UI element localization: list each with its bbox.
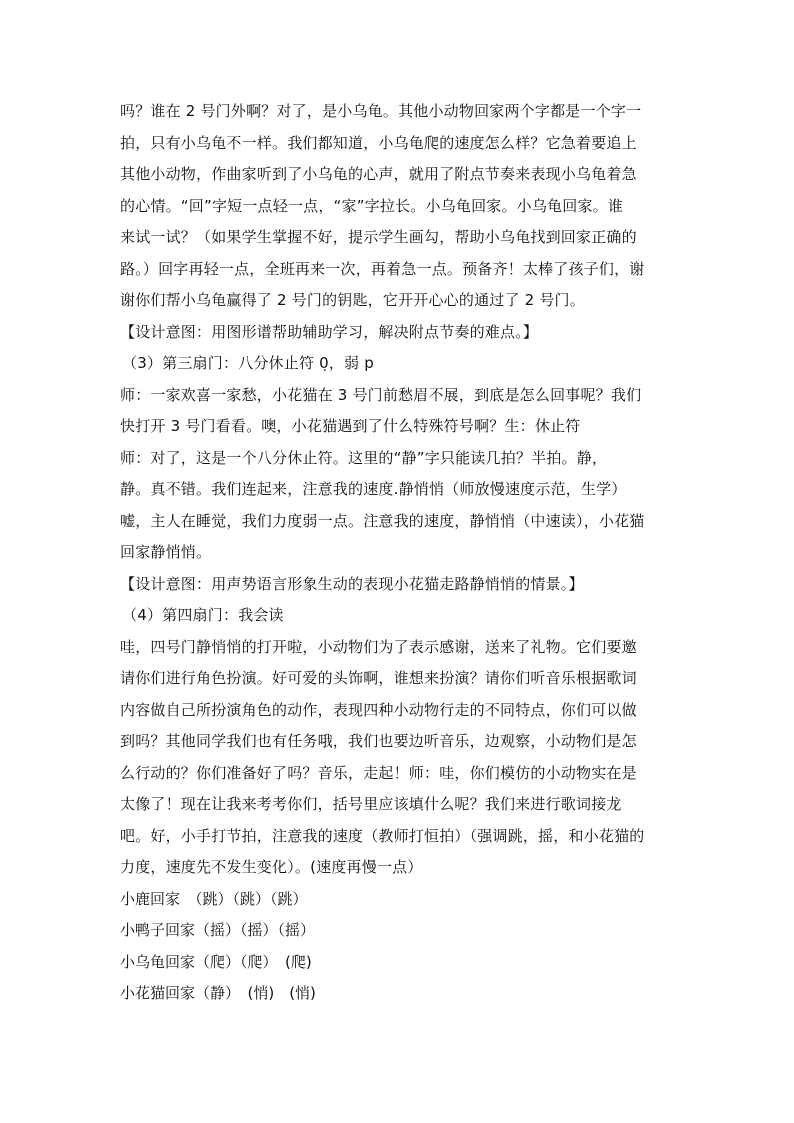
paragraph-line: 内容做自己所扮演角色的动作，表现四种小动物行走的不同特点，你们可以做	[120, 700, 637, 719]
paragraph-line: 么行动的？你们准备好了吗？音乐，走起！师：哇，你们模仿的小动物实在是	[120, 763, 637, 782]
paragraph-line: 快打开 3 号门看看。噢，小花猫遇到了什么特殊符号啊？生：休止符	[120, 417, 581, 435]
paragraph-line: 吗？谁在 2 号门外啊？对了，是小乌龟。其他小动物回家两个字都是一个字一	[120, 102, 642, 120]
paragraph-line: 来试一试？（如果学生掌握不好，提示学生画勾，帮助小乌龟找到回家正确的	[120, 228, 637, 246]
lyric-line-duckling: 小鸭子回家（摇）（摇）（摇）	[120, 921, 316, 939]
paragraph-line: 其他小动物，作曲家听到了小乌龟的心声，就用了附点节奏来表现小乌龟着急	[120, 165, 637, 183]
lyric-line-turtle: 小乌龟回家（爬）（爬） (爬)	[120, 952, 312, 971]
design-intent-note: 【设计意图：用图形谱帮助辅助学习，解决附点节奏的难点。】	[120, 322, 539, 341]
paragraph-line: 回家静悄悄。	[120, 543, 212, 561]
paragraph-line: 力度，速度先不发生变化）。(速度再慢一点）	[120, 858, 423, 876]
paragraph-line: 请你们进行角色扮演。好可爱的头饰啊，谁想来扮演？请你们听音乐根据歌词	[120, 669, 637, 687]
document-body	[120, 96, 680, 1010]
paragraph-line: 吧。好，小手打节拍，注意我的速度（教师打恒拍）（强调跳，摇，和小花猫的	[120, 826, 645, 845]
paragraph-line: 路。）回字再轻一点，全班再来一次，再着急一点。预备齐！太棒了孩子们，谢	[120, 259, 645, 278]
paragraph-line: 嘘，主人在睡觉，我们力度弱一点。注意我的速度，静悄悄（中速读），小花猫	[120, 511, 645, 530]
lyric-line-kitten: 小花猫回家（静） (悄) (悄)	[120, 984, 316, 1002]
paragraph-line: 谢你们帮小乌龟赢得了 2 号门的钥匙，它开开心心的通过了 2 号门。	[120, 291, 585, 309]
paragraph-line: 师：一家欢喜一家愁，小花猫在 3 号门前愁眉不展，到底是怎么回事呢？我们	[120, 385, 642, 404]
paragraph-line: 师：对了，这是一个八分休止符。这里的“静”字只能读几拍？半拍。静，	[120, 448, 608, 467]
paragraph-line: 拍，只有小乌龟不一样。我们都知道，小乌龟爬的速度怎么样？它急着要追上	[120, 133, 637, 152]
paragraph-line: 太像了！现在让我来考考你们，括号里应该填什么呢？我们来进行歌词接龙	[120, 795, 622, 813]
paragraph-line: 的心情。“回”字短一点轻一点，“家”字拉长。小乌龟回家。小乌龟回家。谁	[120, 196, 624, 215]
paragraph-line: 静。真不错。我们连起来，注意我的速度.静悄悄（师放慢速度示范，生学）	[120, 480, 627, 498]
design-intent-note: 【设计意图：用声势语言形象生动的表现小花猫走路静悄悄的情景。】	[120, 574, 584, 593]
section-heading-door-3: （3）第三扇门：八分休止符 0̣，弱 p	[122, 354, 374, 372]
paragraph-line: 到吗？其他同学我们也有任务哦，我们也要边听音乐，边观察，小动物们是怎	[120, 732, 637, 750]
lyric-line-deer: 小鹿回家 （跳）（跳）（跳）	[120, 889, 308, 908]
section-heading-door-4: （4）第四扇门：我会读	[122, 606, 284, 624]
paragraph-line: 哇，四号门静悄悄的打开啦，小动物们为了表示感谢，送来了礼物。它们要邀	[120, 637, 637, 656]
